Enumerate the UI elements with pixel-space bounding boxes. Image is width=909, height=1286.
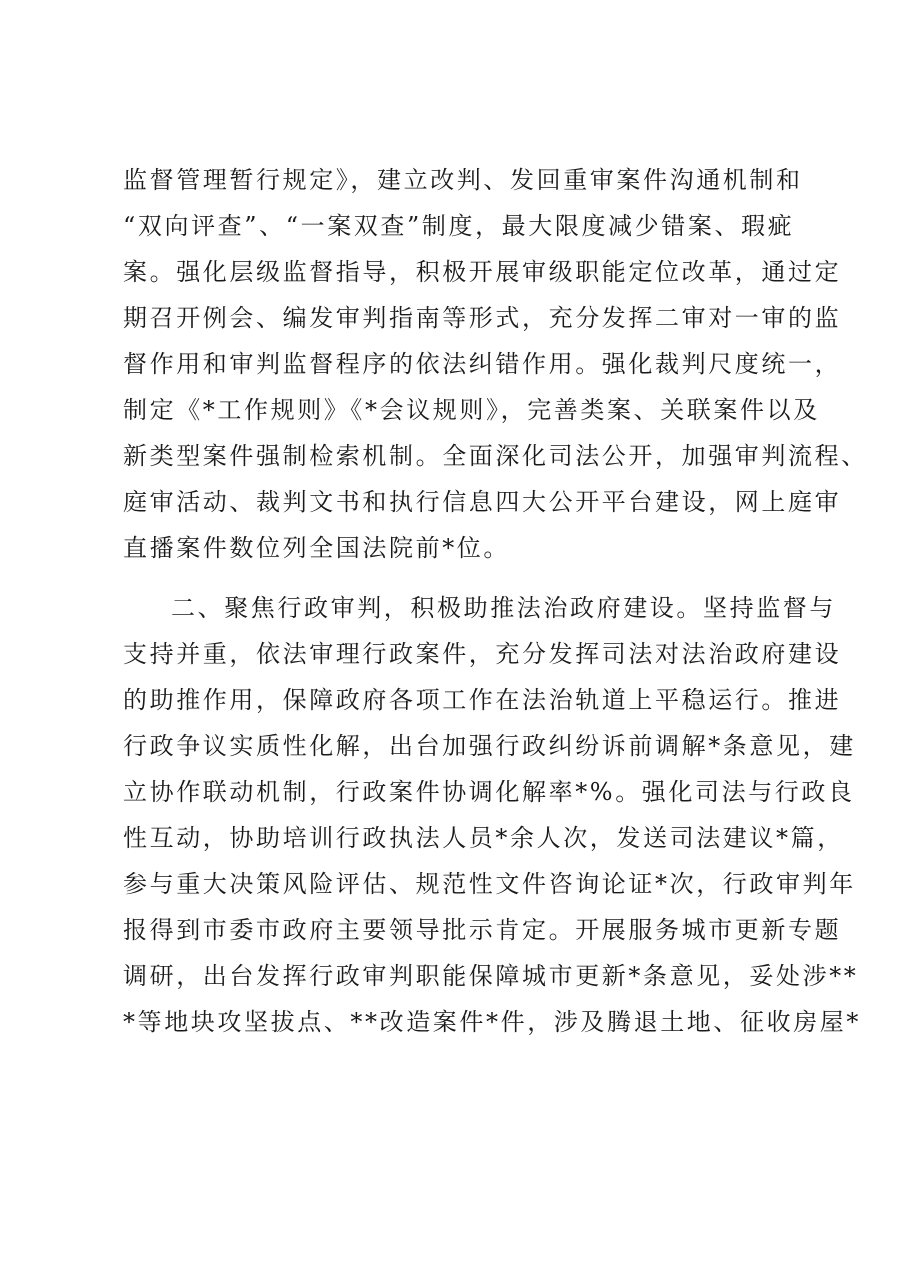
text-line: 庭审活动、裁判文书和执行信息四大公开平台建设，网上庭审 [123,488,842,516]
text-line: 支持并重，依法审理行政案件，充分发挥司法对法治政府建设 [123,640,842,668]
text-line: 立协作联动机制，行政案件协调化解率*%。强化司法与行政良 [123,778,855,806]
text-line: 行政争议实质性化解，出台加强行政纠纷诉前调解*条意见，建 [123,732,856,760]
text-line: 直播案件数位列全国法院前*位。 [123,534,510,562]
text-line: 的助推作用，保障政府各项工作在法治轨道上平稳运行。推进 [123,686,842,714]
text-line: 性互动，协助培训行政执法人员*余人次，发送司法建议*篇， [123,824,844,852]
text-line: “双向评查”、“一案双查”制度，最大限度减少错案、瑕疵 [123,212,795,240]
paragraph-heading-line: 二、聚焦行政审判，积极助推法治政府建设。坚持监督与 [171,594,836,622]
text-line: 案。强化层级监督指导，积极开展审级职能定位改革，通过定 [123,258,842,286]
text-line: *等地块攻坚拔点、**改造案件*件，涉及腾退土地、征收房屋* [123,1008,861,1036]
text-line: 期召开例会、编发审判指南等形式，充分发挥二审对一审的监 [123,304,842,332]
text-line: 监督管理暂行规定》，建立改判、发回重审案件沟通机制和 [123,166,803,194]
text-line: 制定《*工作规则》《*会议规则》，完善类案、关联案件以及 [123,396,820,424]
text-line: 报得到市委市政府主要领导批示肯定。开展服务城市更新专题 [123,916,842,944]
text-line: 调研，出台发挥行政审判职能保障城市更新*条意见，妥处涉** [123,962,859,990]
text-line: 参与重大决策风险评估、规范性文件咨询论证*次，行政审判年 [123,870,856,898]
text-line: 新类型案件强制检索机制。全面深化司法公开，加强审判流程、 [123,442,868,470]
text-line: 督作用和审判监督程序的依法纠错作用。强化裁判尺度统一， [123,350,842,378]
